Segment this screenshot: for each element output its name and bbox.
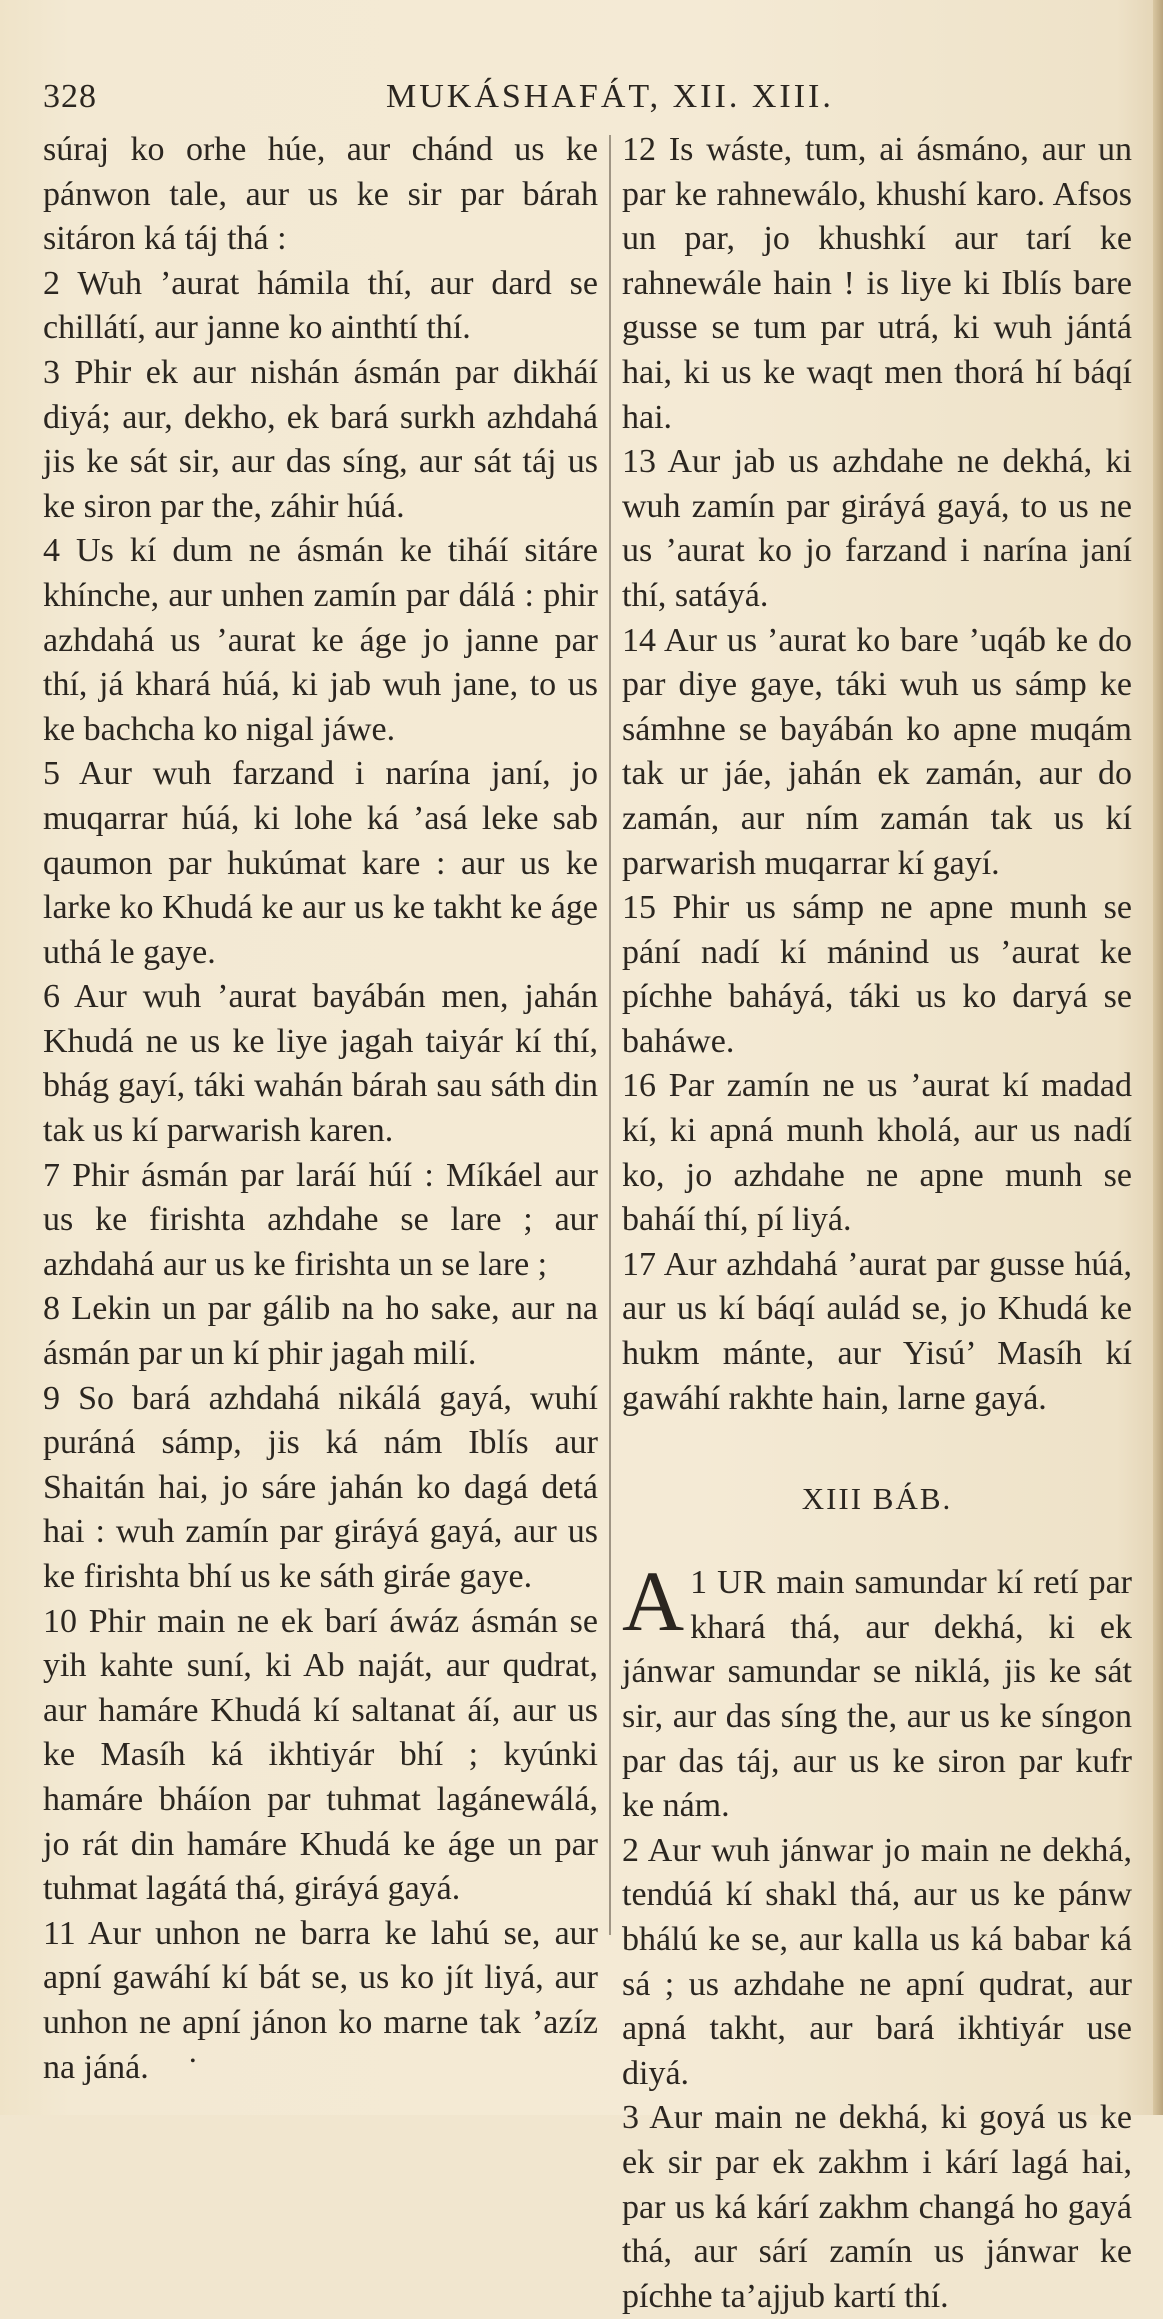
verse: 15 Phir us sámp ne apne munh se pání nadí kí mánind us ’aurat ke píchhe baháyá, táki us ko daryá se baháwe. (622, 889, 1132, 1060)
print-mark: • (190, 2053, 196, 2070)
verse: 5 Aur wuh farzand i narína janí, jo muqarrar húá, ki lohe ká ’asá leke sab qaumon par hukúmat kare : aur us ke larke ko Khudá ke aur us ke takht ke áge uthá le gaye. (43, 755, 598, 971)
column-divider (609, 135, 611, 1935)
verse: 16 Par zamín ne us ’aurat kí madad kí, ki apná munh kholá, aur us nadí ko, jo azhdahe ne apne munh se baháí thí, pí liyá. (622, 1067, 1132, 1239)
page-number: 328 (43, 78, 97, 115)
verse-number: 1 (690, 1564, 708, 1602)
left-column (43, 128, 598, 2090)
page-header (43, 78, 1133, 126)
lead-in: UR (717, 1564, 767, 1602)
page-edge (1153, 0, 1163, 2115)
chapter-heading: XIII BÁB. (801, 1481, 953, 1517)
verse: 17 Aur azhdahá ’aurat par gusse húá, aur us kí báqí aulád se, jo Khudá ke hukm mánte, aur Yisú’ Masíh kí gawáhí rakhte hain, larne gayá. (622, 1245, 1132, 1417)
verse: 6 Aur wuh ’aurat bayábán men, jahán Khudá ne us ke liye jagah taiyár kí thí, bhág gayí, táki wahán bárah sau sáth din tak us kí parwarish karen. (43, 978, 598, 1150)
verse: 3 Phir ek aur nishán ásmán par dikháí diyá; aur, dekho, ek bará surkh azhdahá jis ke sát sir, aur das síng, aur sát táj us ke siron par the, záhir húá. (43, 353, 598, 525)
right-column (622, 128, 1132, 2319)
verse: 10 Phir main ne ek barí áwáz ásmán se yih kahte suní, ki Ab naját, aur qudrat, aur hamáre Khudá kí saltanat áí, aur us ke Masíh ká ikhtiyár bhí ; kyúnki hamáre bháíon par tuhmat lagánewálá, jo rát din hamáre Khudá ke áge un par tuhmat lagátá thá, giráyá gayá. (43, 1602, 598, 1908)
verse: 9 So bará azhdahá nikálá gayá, wuhí puráná sámp, jis ká nám Iblís aur Shaitán hai, jo sáre jahán ko dagá detá hai : wuh zamín par giráyá gayá, aur us ke firishta bhí us ke sáth giráe gaye. (43, 1379, 598, 1595)
verse: 14 Aur us ’aurat ko bare ’uqáb ke do par diye gaye, táki wuh us sámp ke sámhne se bayábán ko apne muqám tak ur jáe, jahán ek zamán, aur do zamán, aur ním zamán tak us kí parwarish muqarrar kí gayí. (622, 621, 1132, 882)
verse: 3 Aur main ne dekhá, ki goyá us ke ek sir par ek zakhm i kárí lagá hai, par us ká kárí zakhm changá ho gayá thá, aur sárí zamín us jánwar ke píchhe ta’ajjub kartí thí. (622, 2099, 1132, 2315)
drop-cap: A (622, 1553, 685, 1650)
verse: 2 Wuh ’aurat hámila thí, aur dard se chillátí, aur janne ko ainthtí thí. (43, 264, 598, 347)
verse: 7 Phir ásmán par laráí húí : Míkáel aur us ke firishta azhdahe se lare ; aur azhdahá aur us ke firishta un se lare ; (43, 1156, 598, 1283)
verse: 12 Is wáste, tum, ai ásmáno, aur un par ke rahnewálo, khushí karo. Afsos un par, jo khushkí aur tarí ke rahnewále hain ! is liye ki Iblís bare gusse se tum par utrá, ki wuh jántá hai, ki us ke waqt men thorá hí báqí hai. (622, 131, 1132, 436)
verse-text: main samundar kí retí par khará thá, aur dekhá, ki ek jánwar samundar se niklá, jis ke sát sir, aur das síng the, aur us ke síngon par das táj, aur us ke siron par kufr ke nám. (622, 1564, 1132, 1825)
verse: súraj ko orhe húe, aur chánd us ke pánwon tale, aur us ke sir par bárah sitáron ká táj thá : (43, 131, 598, 258)
verse: 11 Aur unhon ne barra ke lahú se, aur apní gawáhí kí bát se, us ko jít liyá, aur unhon ne apní jánon ko marne tak ’azíz na jáná. (43, 1914, 598, 2086)
running-head: MUKÁSHAFÁT, XII. XIII. (386, 78, 834, 115)
verse: 4 Us kí dum ne ásmán ke tiháí sitáre khínche, aur unhen zamín par dálá : phir azhdahá us ’aurat ke áge jo janne par thí, já khará húá, ki jab wuh jane, to us ke bachcha ko nigal jáwe. (43, 532, 598, 748)
verse: 13 Aur jab us azhdahe ne dekhá, ki wuh zamín par giráyá gayá, to us ne us ’aurat ko jo farzand i narína janí thí, satáyá. (622, 443, 1132, 614)
chapter-first-verse (622, 1553, 1132, 1829)
verse: 8 Lekin un par gálib na ho sake, aur na ásmán par un kí phir jagah milí. (43, 1290, 598, 1373)
verse: 2 Aur wuh jánwar jo main ne dekhá, tendúá kí shakl thá, aur us ke pánw bhálú ke se, aur kalla us ká babar ká sá ; us azhdahe ne apní qudrat, aur apná takht, aur bará ikhtiyár use diyá. (622, 1831, 1132, 2092)
